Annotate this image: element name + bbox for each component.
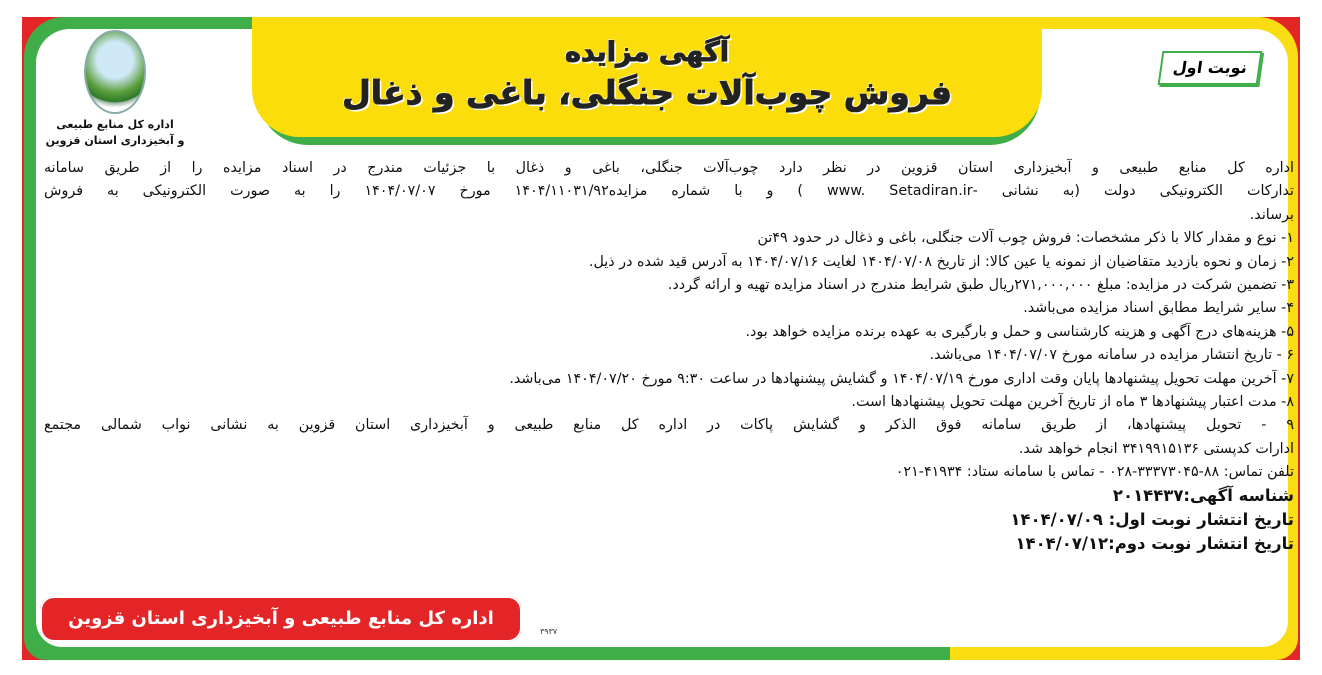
list-item: ۳- تضمین شرکت در مزایده: مبلغ ۲۷۱,۰۰۰,۰۰۰ریال طبق شرایط مندرج در اسناد مزایده تهیه و ارائه گردد. [667,276,1294,293]
organization-logo-icon [84,30,146,114]
list-item: ۵- هزینه‌های درج آگهی و هزینه کارشناسی و حمل و بارگیری به عهده برنده مزایده خواهد بود. [745,323,1294,340]
ad-id: شناسه آگهی:۲۰۱۴۴۳۷ [1112,486,1294,506]
ad-body [44,157,1294,556]
intro-line: برساند. [1249,206,1294,223]
org-line-2: و آبخیزداری استان قزوین [45,134,185,147]
turn-badge: نوبت اول [1158,51,1263,85]
list-item: ۱- نوع و مقدار کالا با ذکر مشخصات: فروش چوب آلات جنگلی، باغی و ذغال در حدود ۴۹تن [757,230,1294,247]
list-item: ۴- سایر شرایط مطابق اسناد مزایده می‌باشد. [1023,300,1294,317]
ad-subtitle: فروش چوب‌آلات جنگلی، باغی و ذغال [342,73,952,112]
second-publish-date: تاریخ انتشار نوبت دوم:۱۴۰۴/۰۷/۱۲ [1015,534,1294,554]
contact-phone: تلفن تماس: ۸۸-۳۳۳۷۳۰۴۵-۰۲۸ - تماس با سامانه ستاد: ۴۱۹۳۴-۰۲۱ [895,464,1294,481]
org-line-1: اداره کل منابع طبیعی [56,118,174,131]
ad-code: ۳۹۳۷ [540,627,558,636]
list-item: ۶ - تاریخ انتشار مزایده در سامانه مورخ ۱۴۰۴/۰۷/۰۷ می‌باشد. [929,347,1294,364]
list-item: ۸- مدت اعتبار پیشنهادها ۳ ماه از تاریخ آخرین مهلت تحویل پیشنهادها است. [851,393,1294,410]
organization-footer-banner: اداره کل منابع طبیعی و آبخیزداری استان قزوین [40,596,522,642]
organization-name [40,117,190,149]
list-item: ۷- آخرین مهلت تحویل پیشنهادها پایان وقت اداری مورخ ۱۴۰۴/۰۷/۱۹ و گشایش پیشنهادها در ساعت ۹:۳۰ مورخ ۱۴۰۴/۰۷/۲۰ می‌باشد. [509,370,1294,387]
intro-line: تدارکات الکترونیکی دولت (به نشانی -www. Setadiran.ir ) و با شماره مزایده۱۴۰۴/۱۱۰۳۱/۹۲ مورخ ۱۴۰۴/۰۷/۰۷ را به صورت الکترونیکی به فروش [44,183,1294,200]
ad-title: آگهی مزایده [565,37,729,68]
first-publish-date: تاریخ انتشار نوبت اول: ۱۴۰۴/۰۷/۰۹ [1010,510,1294,530]
list-item: ۲- زمان و نحوه بازدید متقاضیان از نمونه یا عین کالا: از تاریخ ۱۴۰۴/۰۷/۰۸ لغایت ۱۴۰۴/۰۷/۱۶ به آدرس قید شده در ذیل. [588,253,1294,270]
list-item: ۹ - تحویل پیشنهادها، از طریق سامانه فوق الذکر و گشایش پاکات در اداره کل منابع طبیعی و آبخیزداری استان قزوین به نشانی نواب شمالی مجتمع [44,417,1294,434]
title-banner [252,17,1042,137]
intro-line: اداره کل منابع طبیعی و آبخیزداری استان قزوین در نظر دارد چوب‌آلات جنگلی، باغی و ذغال با جزئیات مندرج در اسناد مزایده را از طریق سامانه [44,160,1294,176]
list-item: ادارات کدپستی ۳۴۱۹۹۱۵۱۳۶ انجام خواهد شد. [1018,440,1294,457]
